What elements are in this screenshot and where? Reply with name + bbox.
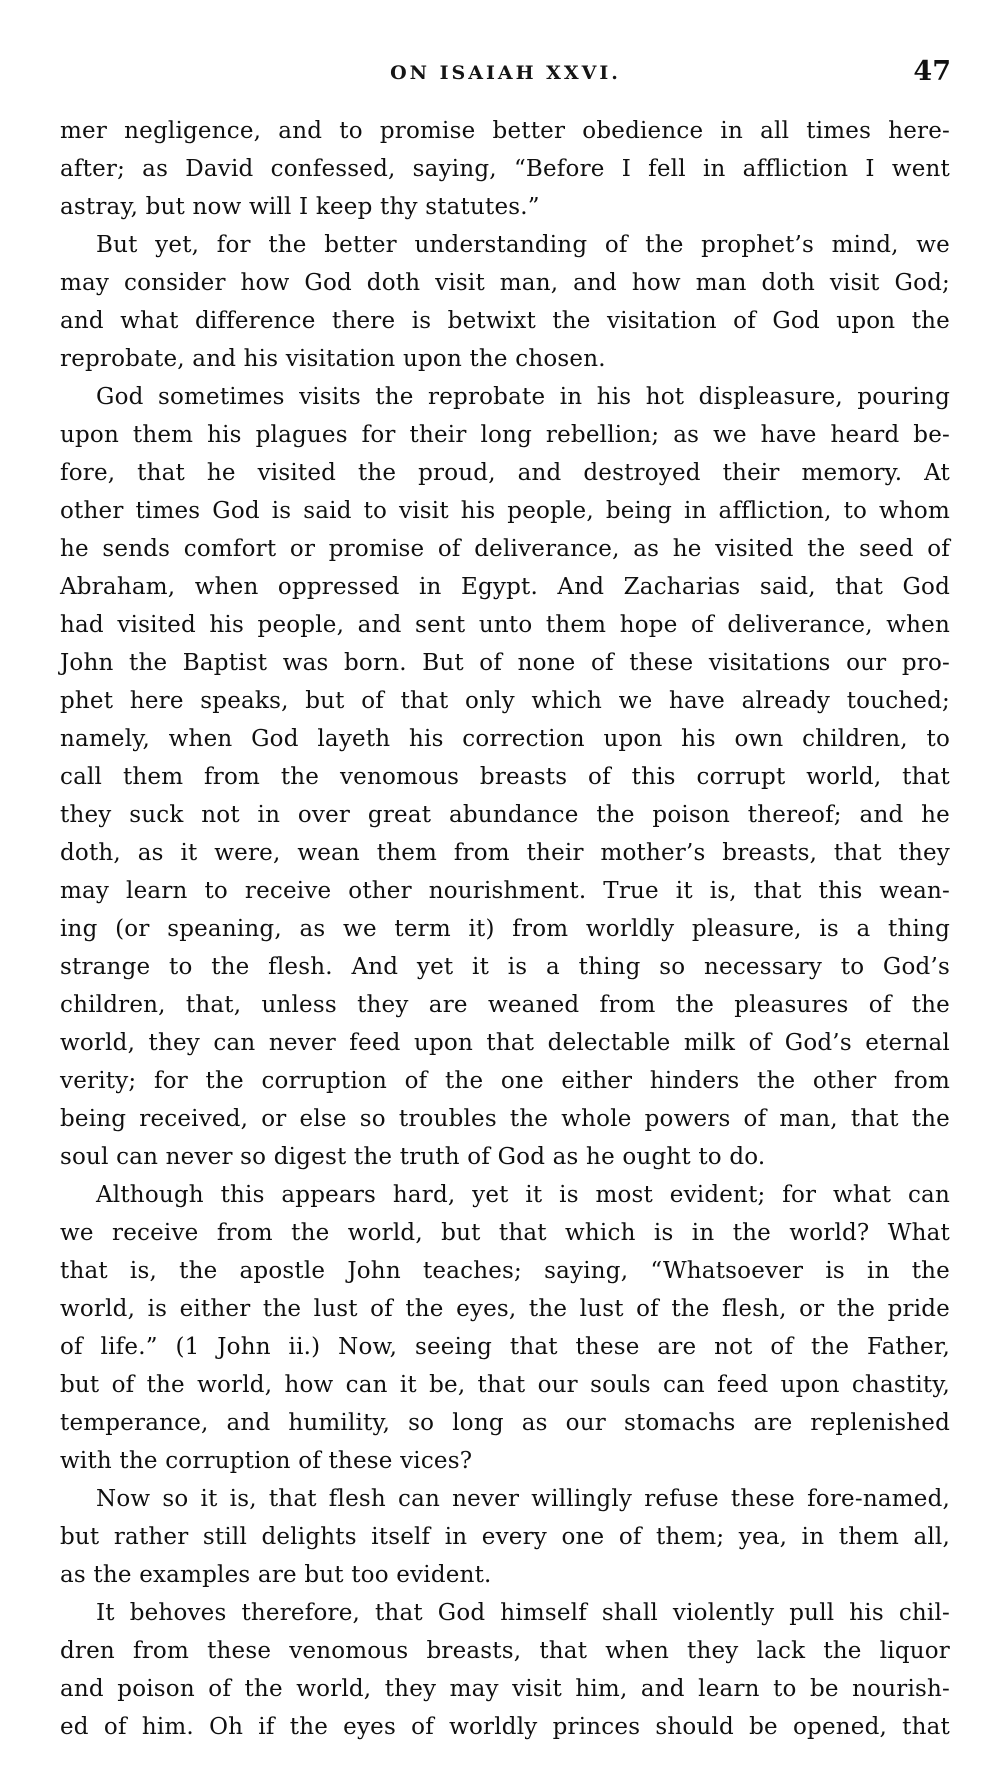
paragraph (60, 378, 950, 1176)
text-line: but of the world, how can it be, that our souls can feed upon chastity, (60, 1372, 950, 1398)
text-line: had visited his people, and sent unto them hope of deliverance, when (60, 612, 950, 638)
text-line: doth, as it were, wean them from their mother’s breasts, that they (60, 840, 950, 866)
text-line: world, is either the lust of the eyes, the lust of the flesh, or the pride (60, 1296, 950, 1322)
text-line: may learn to receive other nourishment. True it is, that this wean- (60, 878, 950, 904)
text-line: they suck not in over great abundance the poison thereof; and he (60, 802, 950, 828)
text-line: that is, the apostle John teaches; saying, “Whatsoever is in the (60, 1258, 950, 1284)
text-line: children, that, unless they are weaned from the pleasures of the (60, 992, 950, 1018)
text-line: ing (or speaning, as we term it) from worldly pleasure, is a thing (60, 916, 950, 942)
text-line: but rather still delights itself in every one of them; yea, in them all, (60, 1524, 950, 1550)
text-line: other times God is said to visit his people, being in affliction, to whom (60, 498, 950, 524)
text-line: world, they can never feed upon that delectable milk of God’s eternal (60, 1030, 950, 1056)
text-line: he sends comfort or promise of deliverance, as he visited the seed of (60, 536, 950, 562)
text-line: Now so it is, that flesh can never willingly refuse these fore-named, (96, 1486, 950, 1512)
text-line: after; as David confessed, saying, “Before I fell in affliction I went (60, 156, 950, 182)
text-line: fore, that he visited the proud, and destroyed their memory. At (60, 460, 950, 486)
text-line: verity; for the corruption of the one either hinders the other from (60, 1068, 950, 1094)
text-line: strange to the flesh. And yet it is a thing so necessary to God’s (60, 954, 950, 980)
text-line: dren from these venomous breasts, that when they lack the liquor (60, 1638, 950, 1664)
text-body (60, 112, 950, 1746)
text-line: God sometimes visits the reprobate in his hot displeasure, pouring (96, 384, 950, 410)
text-line: may consider how God doth visit man, and how man doth visit God; (60, 270, 950, 296)
text-line: and what difference there is betwixt the visitation of God upon the (60, 308, 950, 334)
text-line: ed of him. Oh if the eyes of worldly princes should be opened, that (60, 1714, 950, 1740)
text-line: reprobate, and his visitation upon the chosen. (60, 346, 606, 372)
text-line: John the Baptist was born. But of none of these visitations our pro- (60, 650, 950, 676)
text-line: upon them his plagues for their long rebellion; as we have heard be- (60, 422, 950, 448)
paragraph (60, 1176, 950, 1480)
text-line: with the corruption of these vices? (60, 1448, 473, 1474)
paragraph (60, 1594, 950, 1746)
paragraph (60, 226, 950, 378)
paragraph (60, 1480, 950, 1594)
text-line: being received, or else so troubles the whole powers of man, that the (60, 1106, 950, 1132)
text-line: namely, when God layeth his correction upon his own children, to (60, 726, 950, 752)
text-line: mer negligence, and to promise better obedience in all times here- (60, 118, 950, 144)
text-line: Abraham, when oppressed in Egypt. And Zacharias said, that God (60, 574, 950, 600)
text-line: call them from the venomous breasts of this corrupt world, that (60, 764, 950, 790)
text-line: temperance, and humility, so long as our stomachs are replenished (60, 1410, 950, 1436)
text-line: Although this appears hard, yet it is most evident; for what can (96, 1182, 950, 1208)
page-title: ON ISAIAH XXVI. (390, 62, 621, 84)
text-line: phet here speaks, but of that only which we have already touched; (60, 688, 950, 714)
text-line: and poison of the world, they may visit him, and learn to be nourish- (60, 1676, 950, 1702)
text-line: It behoves therefore, that God himself shall violently pull his chil- (96, 1600, 950, 1626)
running-header (60, 56, 951, 96)
text-line: soul can never so digest the truth of God as he ought to do. (60, 1144, 766, 1170)
text-line: of life.” (1 John ii.) Now, seeing that these are not of the Father, (60, 1334, 950, 1360)
text-line: astray, but now will I keep thy statutes.” (60, 194, 540, 220)
text-line: But yet, for the better understanding of the prophet’s mind, we (96, 232, 950, 258)
text-line: as the examples are but too evident. (60, 1562, 492, 1588)
page-number: 47 (913, 56, 951, 87)
paragraph (60, 112, 950, 226)
text-line: we receive from the world, but that which is in the world? What (60, 1220, 950, 1246)
